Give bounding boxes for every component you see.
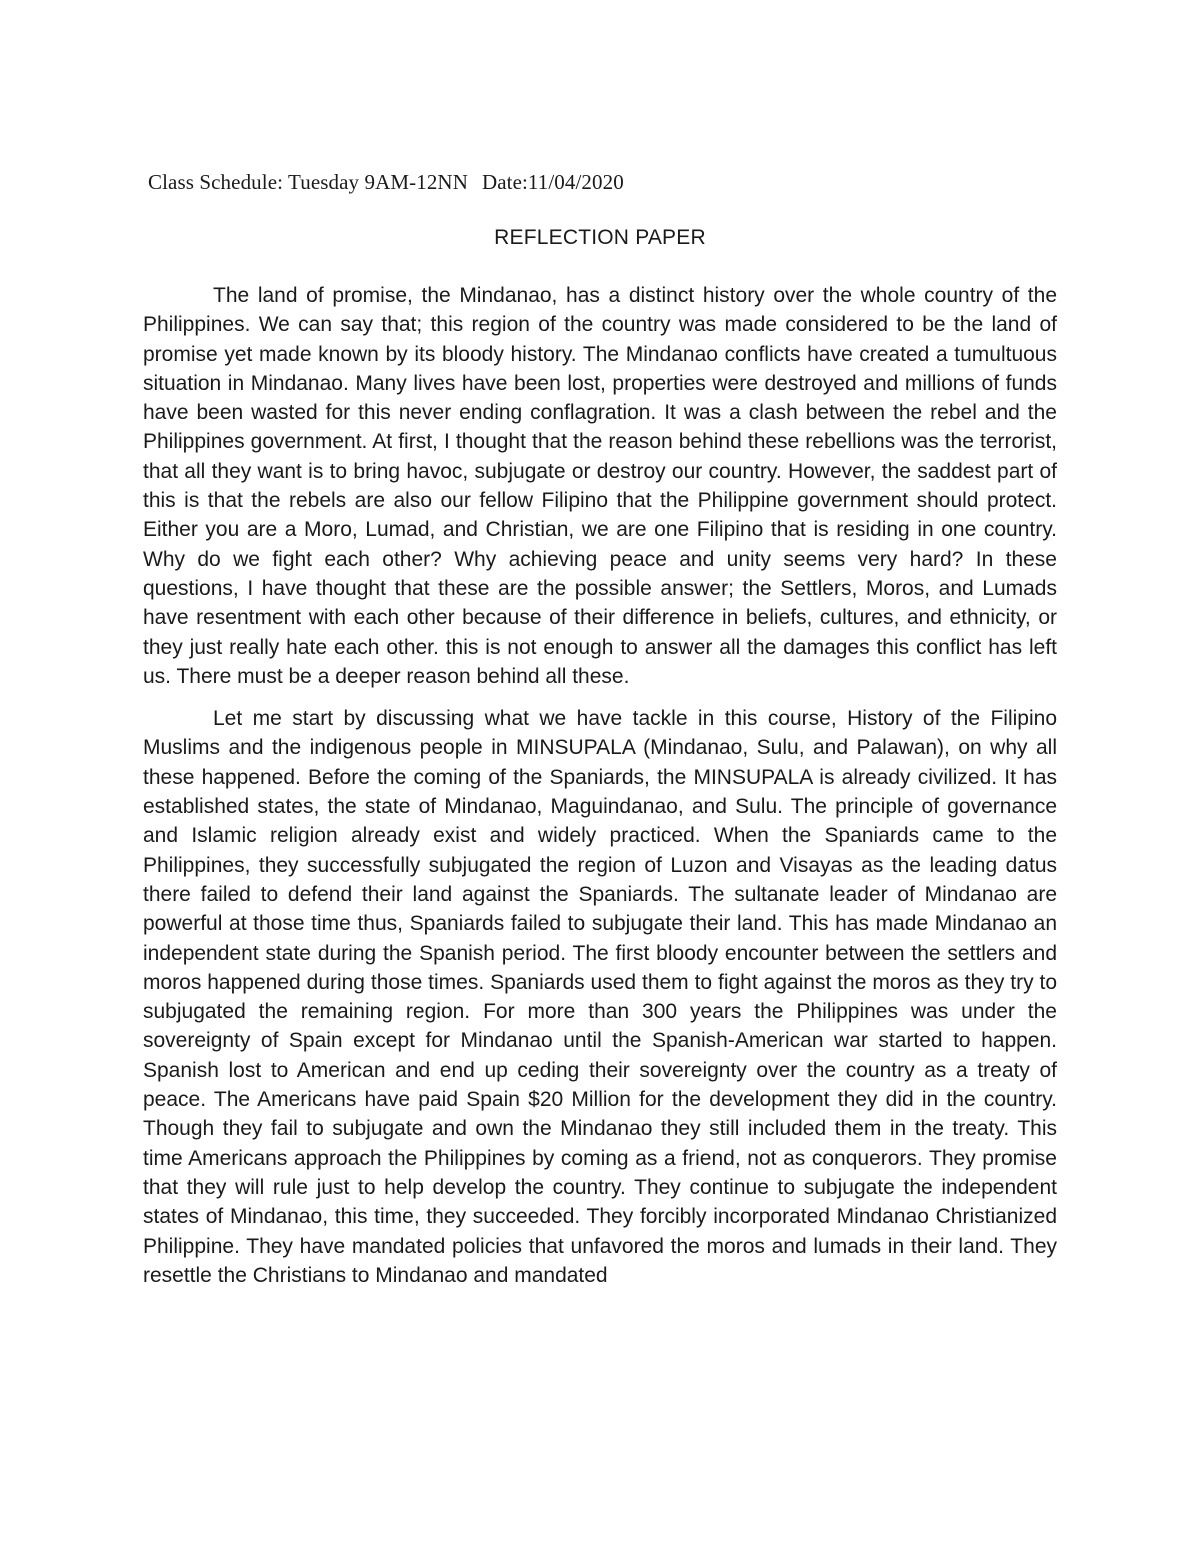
class-schedule: Class Schedule: Tuesday 9AM-12NN [148,170,468,194]
document-date: Date:11/04/2020 [481,170,624,194]
paragraph-2: Let me start by discussing what we have tackle in this course, History of the Filipino Muslims and the indigenous people in MINSUPALA (Mindanao, Sulu, and Palawan), on why all these happened. Before the coming of the Spaniards, the MINSUPALA is already civilized. It has established states, the state of Mindanao, Maguindanao, and Sulu. The principle of governance and Islamic religion already exist and widely practiced. When the Spaniards came to the Philippines, they successfully subjugated the region of Luzon and Visayas as the leading datus there failed to defend their land against the Spaniards. The sultanate leader of Mindanao are powerful at those time thus, Spaniards failed to subjugate their land. This has made Mindanao an independent state during the Spanish period. The first bloody encounter between the settlers and moros happened during those times. Spaniards used them to fight against the moros as they try to subjugated the remaining region. For more than 300 years the Philippines was under the sovereignty of Spain except for Mindanao until the Spanish-American war started to happen. Spanish lost to American and end up ceding their sovereignty over the country as a treaty of peace. The Americans have paid Spain $20 Million for the development they did in the country. Though they fail to subjugate and own the Mindanao they still included them in the treaty. This time Americans approach the Philippines by coming as a friend, not as conquerors. They promise that they will rule just to help develop the country. They continue to subjugate the independent states of Mindanao, this time, they succeeded. They forcibly incorporated Mindanao Christianized Philippine. They have mandated policies that unfavored the moros and lumads in their land. They resettle the Christians to Mindanao and mandated [143,707,1057,1287]
paragraph-1: The land of promise, the Mindanao, has a distinct history over the whole country of the Philippines. We can say that; this region of the country was made considered to be the land of promise yet made known by its bloody history. The Mindanao conflicts have created a tumultuous situation in Mindanao. Many lives have been lost, properties were destroyed and millions of funds have been wasted for this never ending conflagration. It was a clash between the rebel and the Philippines government. At first, I thought that the reason behind these rebellions was the terrorist, that all they want is to bring havoc, subjugate or destroy our country. However, the saddest part of this is that the rebels are also our fellow Filipino that the Philippine government should protect. Either you are a Moro, Lumad, and Christian, we are one Filipino that is residing in one country. Why do we fight each other? Why achieving peace and unity seems very hard? In these questions, I have thought that these are the possible answer; the Settlers, Moros, and Lumads have resentment with each other because of their difference in beliefs, cultures, and ethnicity, or they just really hate each other. this is not enough to answer all the damages this conflict has left us. There must be a deeper reason behind all these. [143,284,1057,688]
class-schedule-line [148,170,624,195]
document-title: REFLECTION PAPER [494,226,706,249]
document-body [143,281,1057,1303]
